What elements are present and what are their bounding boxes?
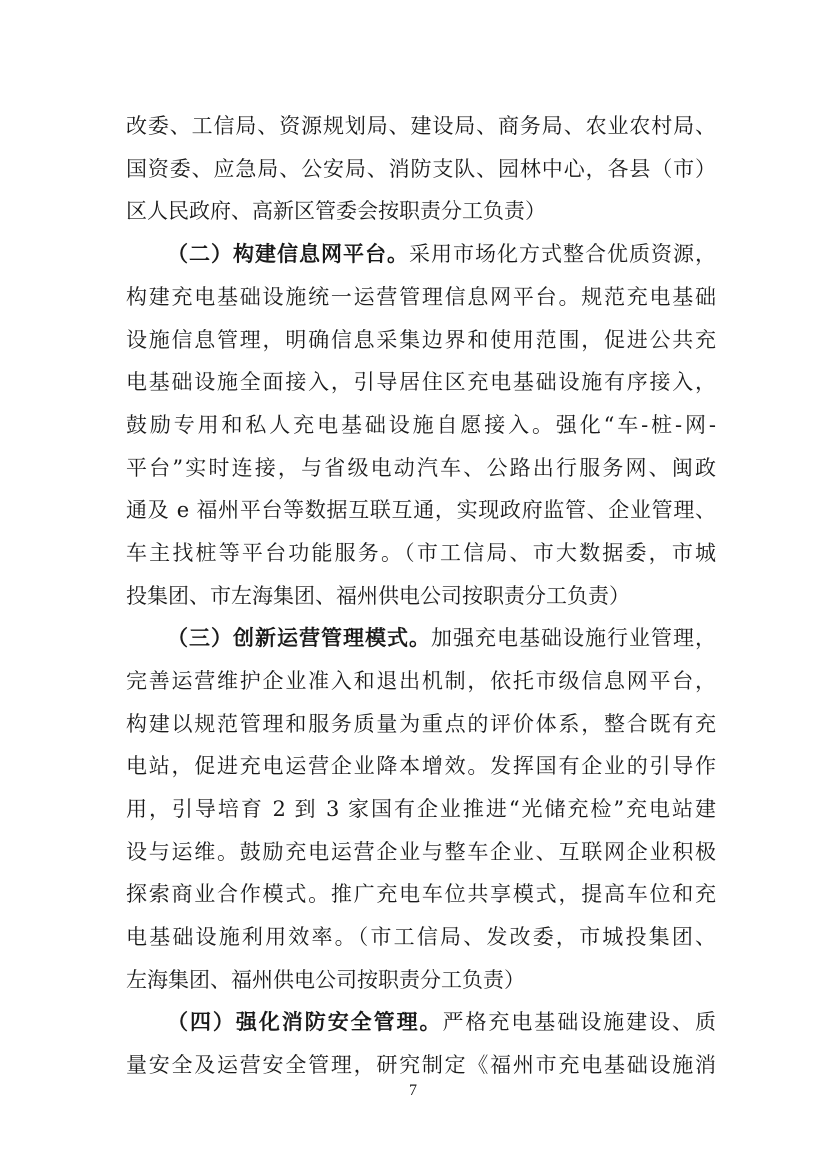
paragraph3-first-line [167,618,716,658]
paragraph2-first-line [167,234,716,274]
paragraph2-first-rest: 采用市场化方式整合优质资源， [409,242,716,266]
paragraph2-line-3: 设施信息管理，明确信息采集边界和使用范围，促进公共充 [126,328,716,352]
paragraph3-line-4: 电站，促进充电运营企业降本增效。发挥国有企业的引导作 [126,754,716,778]
paragraph2-line-6: 平台”实时连接，与省级电动汽车、公路出行服务网、闽政 [126,456,716,480]
paragraph1-line-1: 改委、工信局、资源规划局、建设局、商务局、农业农村局、 [126,114,716,138]
paragraph2-heading: （二）构建信息网平台。 [167,241,409,266]
paragraph4-first-rest: 严格充电基础设施建设、质 [442,1010,717,1034]
paragraph4-first-line [167,1002,716,1042]
paragraph3-line-6: 设与运维。鼓励充电运营企业与整车企业、互联网企业积极 [126,840,716,864]
paragraph3-line-2: 完善运营维护企业准入和退出机制，依托市级信息网平台， [126,669,716,693]
paragraph3-line-7: 探索商业合作模式。推广充电车位共享模式，提高车位和充 [126,882,716,906]
paragraph3-line-5: 用，引导培育 2 到 3 家国有企业推进“光储充检”充电站建 [126,797,716,821]
paragraph3-line-8: 电基础设施利用效率。（市工信局、发改委，市城投集团、 [126,925,716,949]
paragraph3-line-3: 构建以规范管理和服务质量为重点的评价体系，整合既有充 [126,712,716,736]
paragraph3-first-rest: 加强充电基础设施行业管理， [431,626,716,650]
paragraph2-line-2: 构建充电基础设施统一运营管理信息网平台。规范充电基础 [126,285,716,309]
paragraph3-heading: （三）创新运营管理模式。 [167,625,431,650]
paragraph4-line-2: 量安全及运营安全管理，研究制定《福州市充电基础设施消 [126,1053,716,1077]
paragraph3-line-9: 左海集团、福州供电公司按职责分工负责） [126,968,525,992]
paragraph1-line-2: 国资委、应急局、公安局、消防支队、园林中心，各县（市） [126,157,716,181]
paragraph1-line-3: 区人民政府、高新区管委会按职责分工负责） [126,199,546,223]
paragraph2-line-8: 车主找桩等平台功能服务。（市工信局、市大数据委，市城 [126,541,716,565]
paragraph2-line-7: 通及 e 福州平台等数据互联互通，实现政府监管、企业管理、 [126,498,716,522]
page-number: 7 [409,1082,417,1099]
paragraph4-heading: （四）强化消防安全管理。 [167,1009,443,1034]
paragraph2-line-9: 投集团、市左海集团、福州供电公司按职责分工负责） [126,584,630,608]
paragraph2-line-4: 电基础设施全面接入，引导居住区充电基础设施有序接入， [126,370,716,394]
paragraph2-line-5: 鼓励专用和私人充电基础设施自愿接入。强化“车-桩-网- [126,413,716,437]
